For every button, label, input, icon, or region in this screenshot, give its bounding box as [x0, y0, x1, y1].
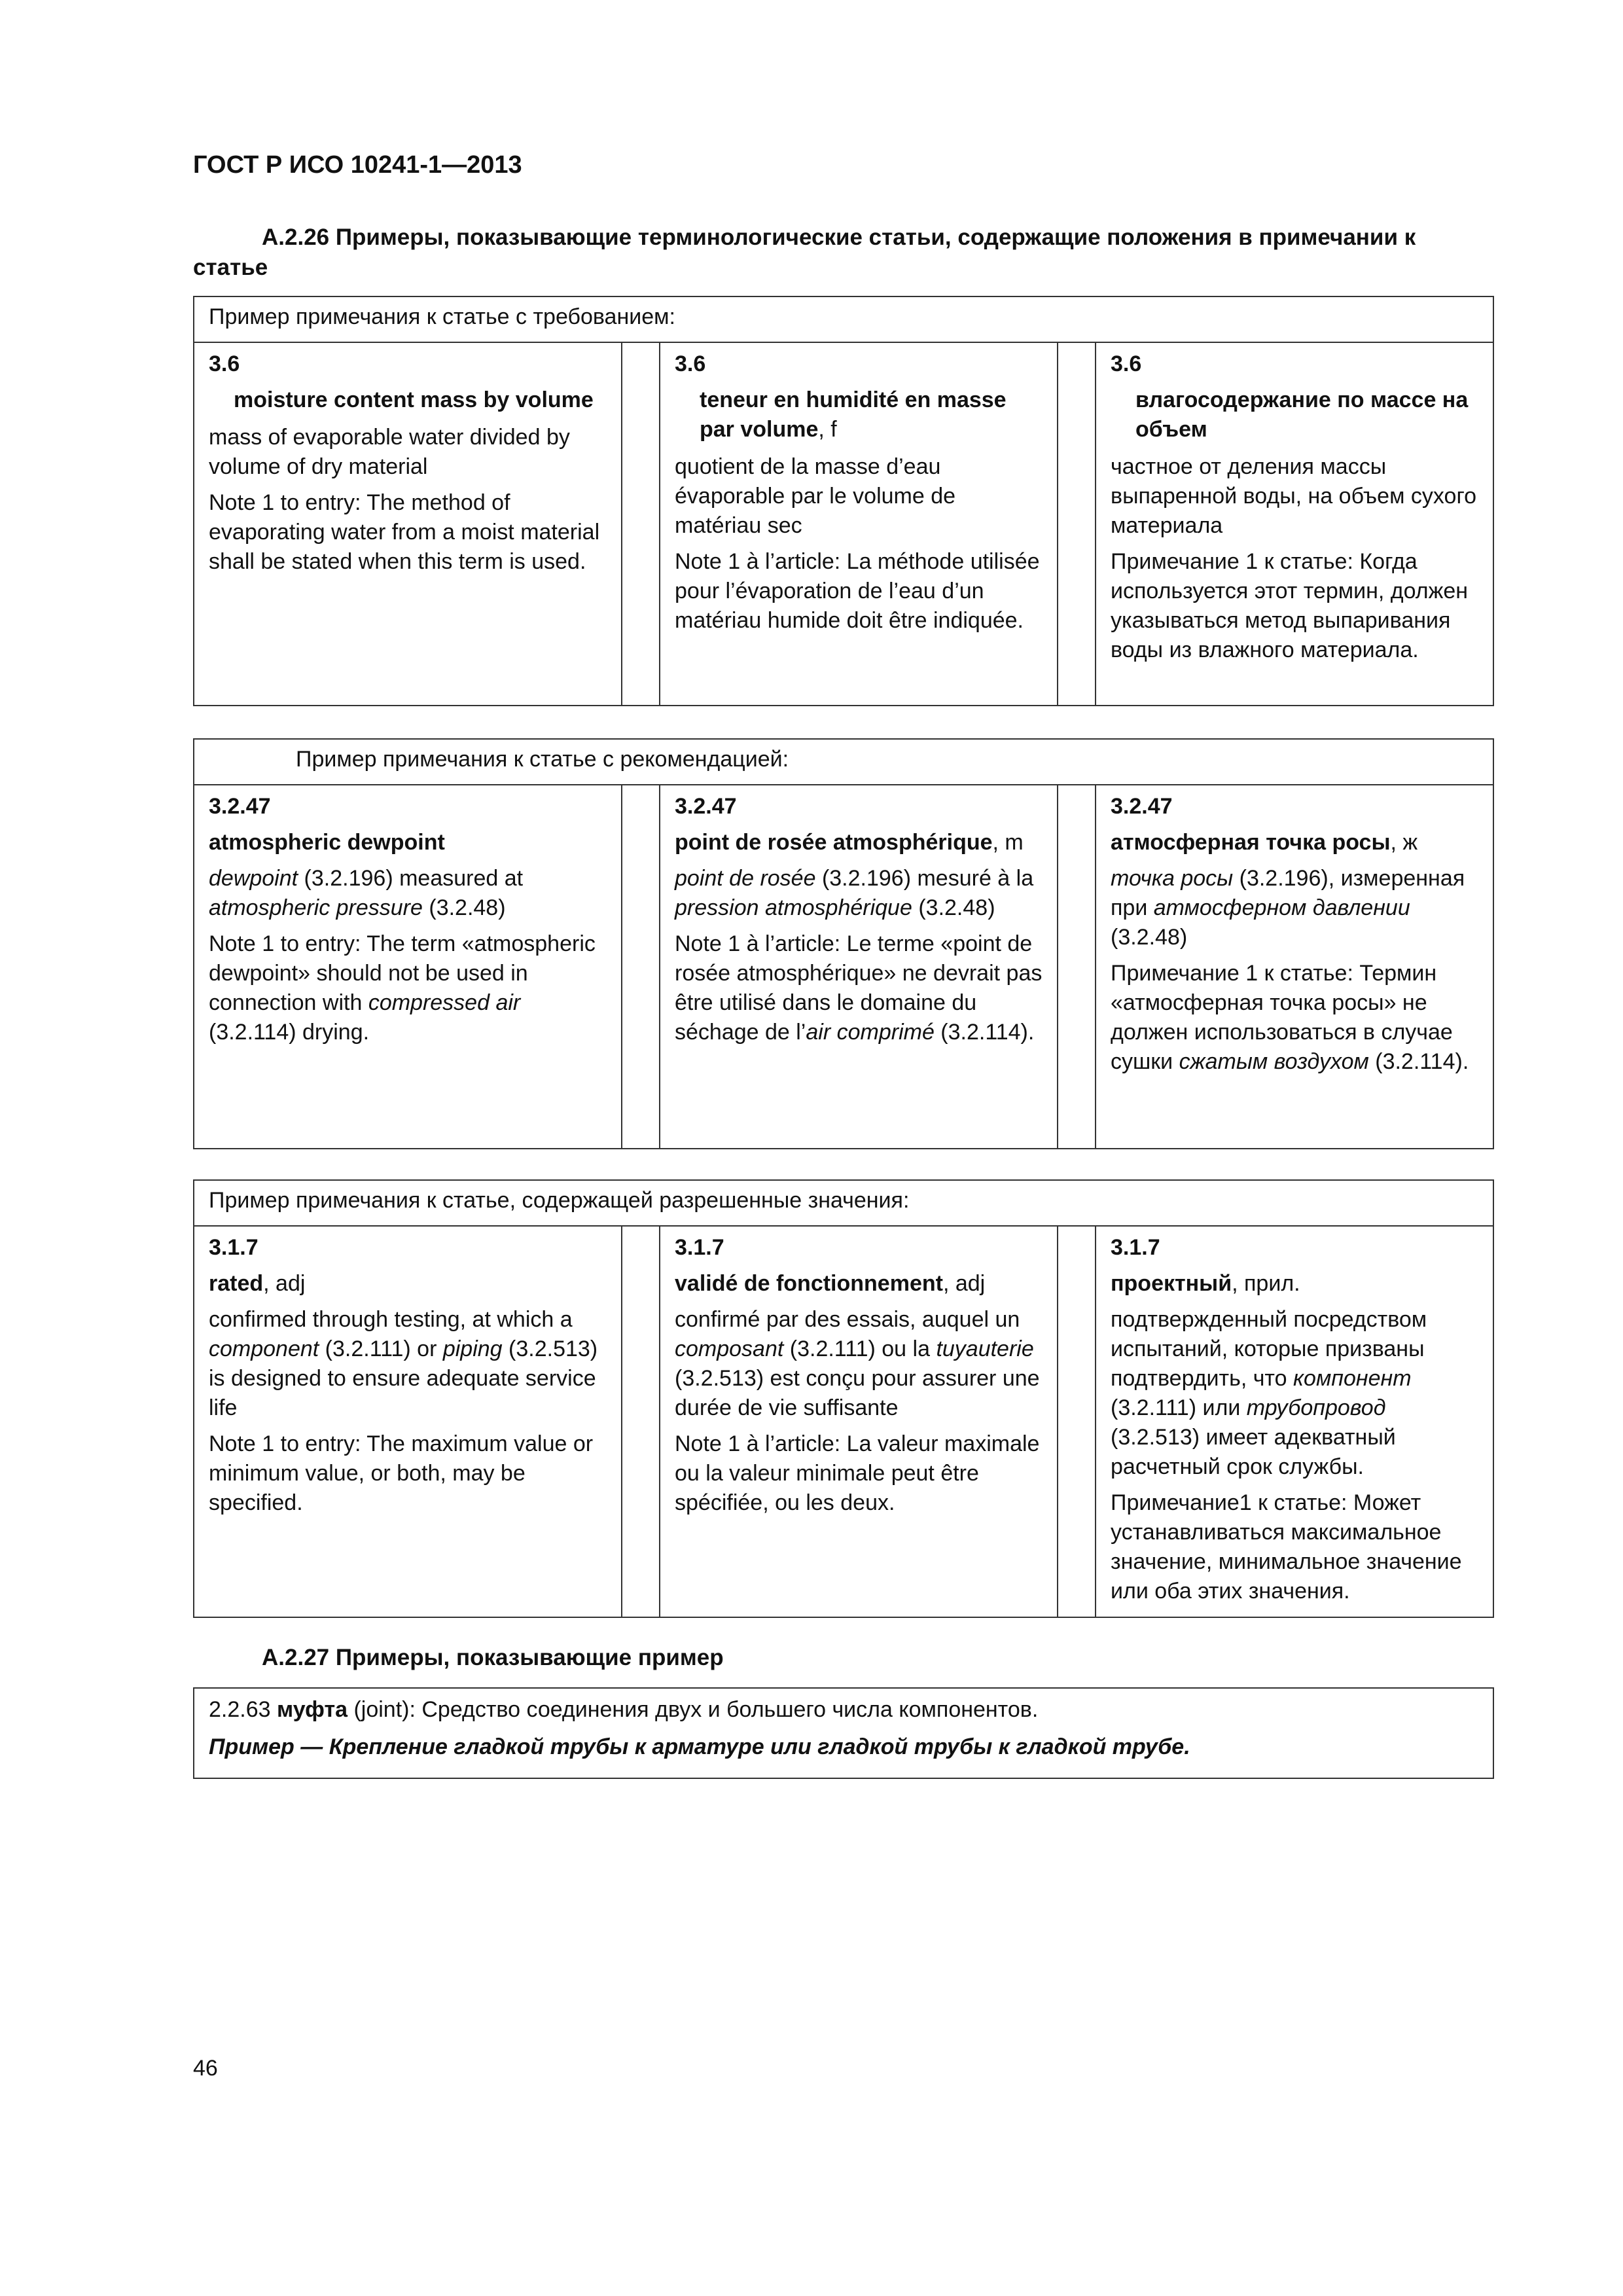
russian-column	[1096, 1227, 1493, 1617]
definition-english: dewpoint (3.2.196) measured at atmospheric pressure (3.2.48)	[209, 866, 524, 920]
example-box-permitted-values	[193, 1179, 1494, 1618]
definition-english: mass of evaporable water divided by volume of dry material	[209, 425, 570, 479]
entry-number: 3.2.47	[1111, 794, 1173, 819]
definition-french: quotient de la masse d’eau évaporable par le volume de matériau sec	[675, 454, 956, 538]
column-separator	[1057, 343, 1096, 705]
definition-russian: подтвержденный посредством испытаний, которые призваны подтвердить, что компонент (3.2.111) или трубопровод (3.2.513) имеет адекватный расчетный срок службы.	[1111, 1307, 1427, 1479]
entry-number: 3.2.47	[209, 794, 271, 819]
note-french: Note 1 à l’article: La valeur maximale ou la valeur minimale peut être spécifiée, ou les deux.	[675, 1431, 1040, 1515]
definition-french: point de rosée (3.2.196) mesuré à la pression atmosphérique (3.2.48)	[675, 866, 1034, 920]
entry-number: 3.6	[209, 351, 240, 376]
box-heading: Пример примечания к статье, содержащей разрешенные значения:	[194, 1181, 1493, 1227]
note-russian: Примечание 1 к статье: Когда используется этот термин, должен указываться метод выпаривания воды из влажного материала.	[1111, 549, 1469, 662]
term-english: rated, adj	[209, 1271, 306, 1296]
note-english: Note 1 to entry: The method of evaporating water from a moist material shall be stated when this term is used.	[209, 490, 600, 574]
note-russian: Примечание 1 к статье: Термин «атмосферная точка росы» не должен использоваться в случае сушки сжатым воздухом (3.2.114).	[1111, 961, 1469, 1074]
term-russian: атмосферная точка росы, ж	[1111, 830, 1418, 855]
column-separator	[1057, 1227, 1096, 1617]
english-column	[194, 1227, 621, 1617]
definition-russian: частное от деления массы выпаренной воды, на объем сухого материала	[1111, 454, 1477, 538]
example-box-requirement	[193, 296, 1494, 706]
term-russian: влагосодержание по массе на объем	[1135, 387, 1469, 442]
example-box-recommendation	[193, 738, 1494, 1149]
box-heading: Пример примечания к статье с требованием:	[194, 297, 1493, 343]
column-separator	[1057, 785, 1096, 1148]
example-line: Пример — Крепление гладкой трубы к арматуре или гладкой трубы к гладкой трубе.	[209, 1734, 1190, 1759]
entry-line: 2.2.63 муфта (joint): Средство соединения двух и большего числа компонентов.	[209, 1697, 1039, 1722]
definition-english: confirmed through testing, at which a component (3.2.111) or piping (3.2.513) is designed to ensure adequate service life	[209, 1307, 598, 1420]
note-russian: Примечание1 к статье: Может устанавливаться максимальное значение, минимальное значение или оба этих значения.	[1111, 1490, 1462, 1604]
entry-number: 3.6	[1111, 351, 1142, 376]
document-header: ГОСТ Р ИСО 10241-1—2013	[193, 151, 522, 179]
entry-number: 3.2.47	[675, 794, 737, 819]
example-box-example	[193, 1687, 1494, 1779]
entry-number: 3.6	[675, 351, 706, 376]
column-separator	[621, 343, 660, 705]
entry-number: 3.1.7	[1111, 1235, 1160, 1260]
term-french: validé de fonctionnement, adj	[675, 1271, 986, 1296]
term-french: teneur en humidité en masse par volume, f	[700, 387, 1007, 442]
term-english: moisture content mass by volume	[234, 387, 594, 412]
russian-column	[1096, 785, 1493, 1148]
section-title-a226: А.2.26 Примеры, показывающие терминологические статьи, содержащие положения в примечании к статье	[193, 224, 1416, 280]
french-column	[660, 343, 1057, 705]
note-english: Note 1 to entry: The term «atmospheric dewpoint» should not be used in connection with compressed air (3.2.114) drying.	[209, 931, 596, 1045]
term-english: atmospheric dewpoint	[209, 830, 445, 855]
page-number: 46	[193, 2056, 218, 2081]
definition-russian: точка росы (3.2.196), измеренная при атмосферном давлении (3.2.48)	[1111, 866, 1465, 950]
term-french: point de rosée atmosphérique, m	[675, 830, 1024, 855]
french-column	[660, 785, 1057, 1148]
english-column	[194, 343, 621, 705]
note-french: Note 1 à l’article: Le terme «point de rosée atmosphérique» ne devrait pas être utilisé dans le domaine du séchage de l’air comprimé (3.2.114).	[675, 931, 1043, 1045]
note-english: Note 1 to entry: The maximum value or minimum value, or both, may be specified.	[209, 1431, 594, 1515]
note-french: Note 1 à l’article: La méthode utilisée pour l’évaporation de l’eau d’un matériau humide doit être indiquée.	[675, 549, 1040, 633]
entry-number: 3.1.7	[675, 1235, 724, 1260]
section-title-a227: А.2.27 Примеры, показывающие пример	[262, 1645, 724, 1670]
entry-number: 3.1.7	[209, 1235, 259, 1260]
french-column	[660, 1227, 1057, 1617]
column-separator	[621, 785, 660, 1148]
term-russian: проектный, прил.	[1111, 1271, 1300, 1296]
column-separator	[621, 1227, 660, 1617]
box-heading: Пример примечания к статье с рекомендацией:	[194, 740, 1493, 785]
russian-column	[1096, 343, 1493, 705]
definition-french: confirmé par des essais, auquel un composant (3.2.111) ou la tuyauterie (3.2.513) est conçu pour assurer une durée de vie suffisante	[675, 1307, 1040, 1420]
english-column	[194, 785, 621, 1148]
